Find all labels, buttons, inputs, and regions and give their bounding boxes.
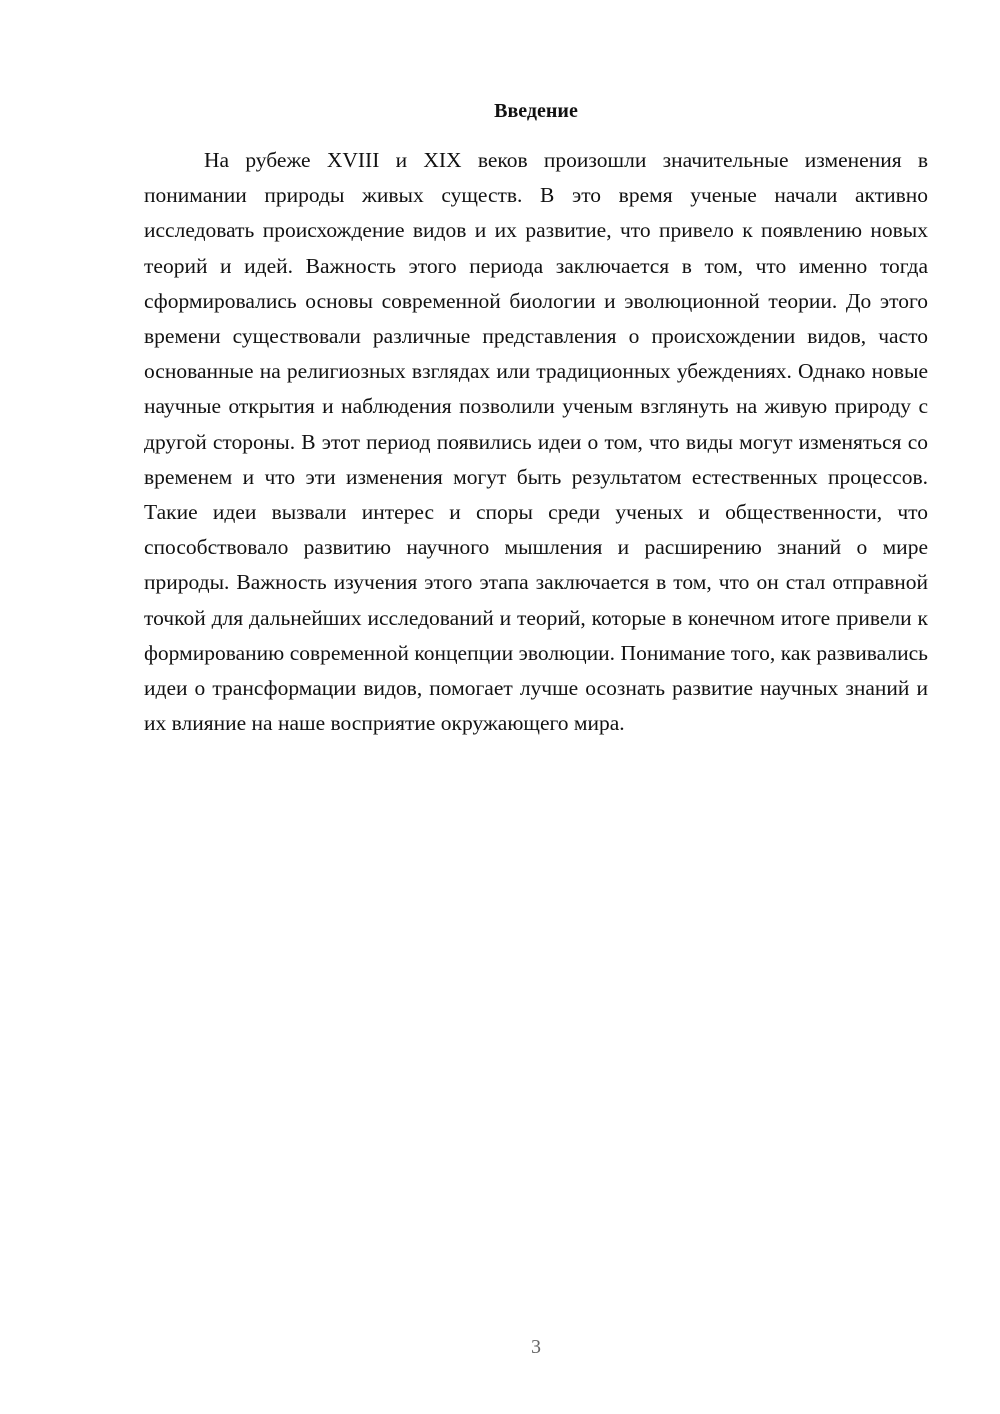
body-paragraph: На рубеже XVIII и XIX веков произошли значительные изменения в понимании природы живых существ. В это время ученые начали активно исследовать происхождение видов и их развитие, что привело к появлению новых теорий и идей. Важность этого периода заключается в том, что именно тогда сформировались основы современной биологии и эволюционной теории. До этого времени существовали различные представления о происхождении видов, часто основанные на религиозных взглядах или традиционных убеждениях. Однако новые научные открытия и наблюдения позволили ученым взглянуть на живую природу с другой стороны. В этот период появились идеи о том, что виды могут изменяться со временем и что эти изменения могут быть результатом естественных процессов. Такие идеи вызвали интерес и споры среди ученых и общественности, что способствовало развитию научного мышления и расширению знаний о мире природы. Важность изучения этого этапа заключается в том, что он стал отправной точкой для дальнейших исследований и теорий, которые в конечном итоге привели к формированию современной концепции эволюции. Понимание того, как развивались идеи о трансформации видов, помогает лучше осознать развитие научных знаний и их влияние на наше восприятие окружающего мира.	[144, 148, 928, 736]
page-number: 3	[531, 1336, 541, 1358]
section-heading: Введение	[494, 100, 578, 122]
